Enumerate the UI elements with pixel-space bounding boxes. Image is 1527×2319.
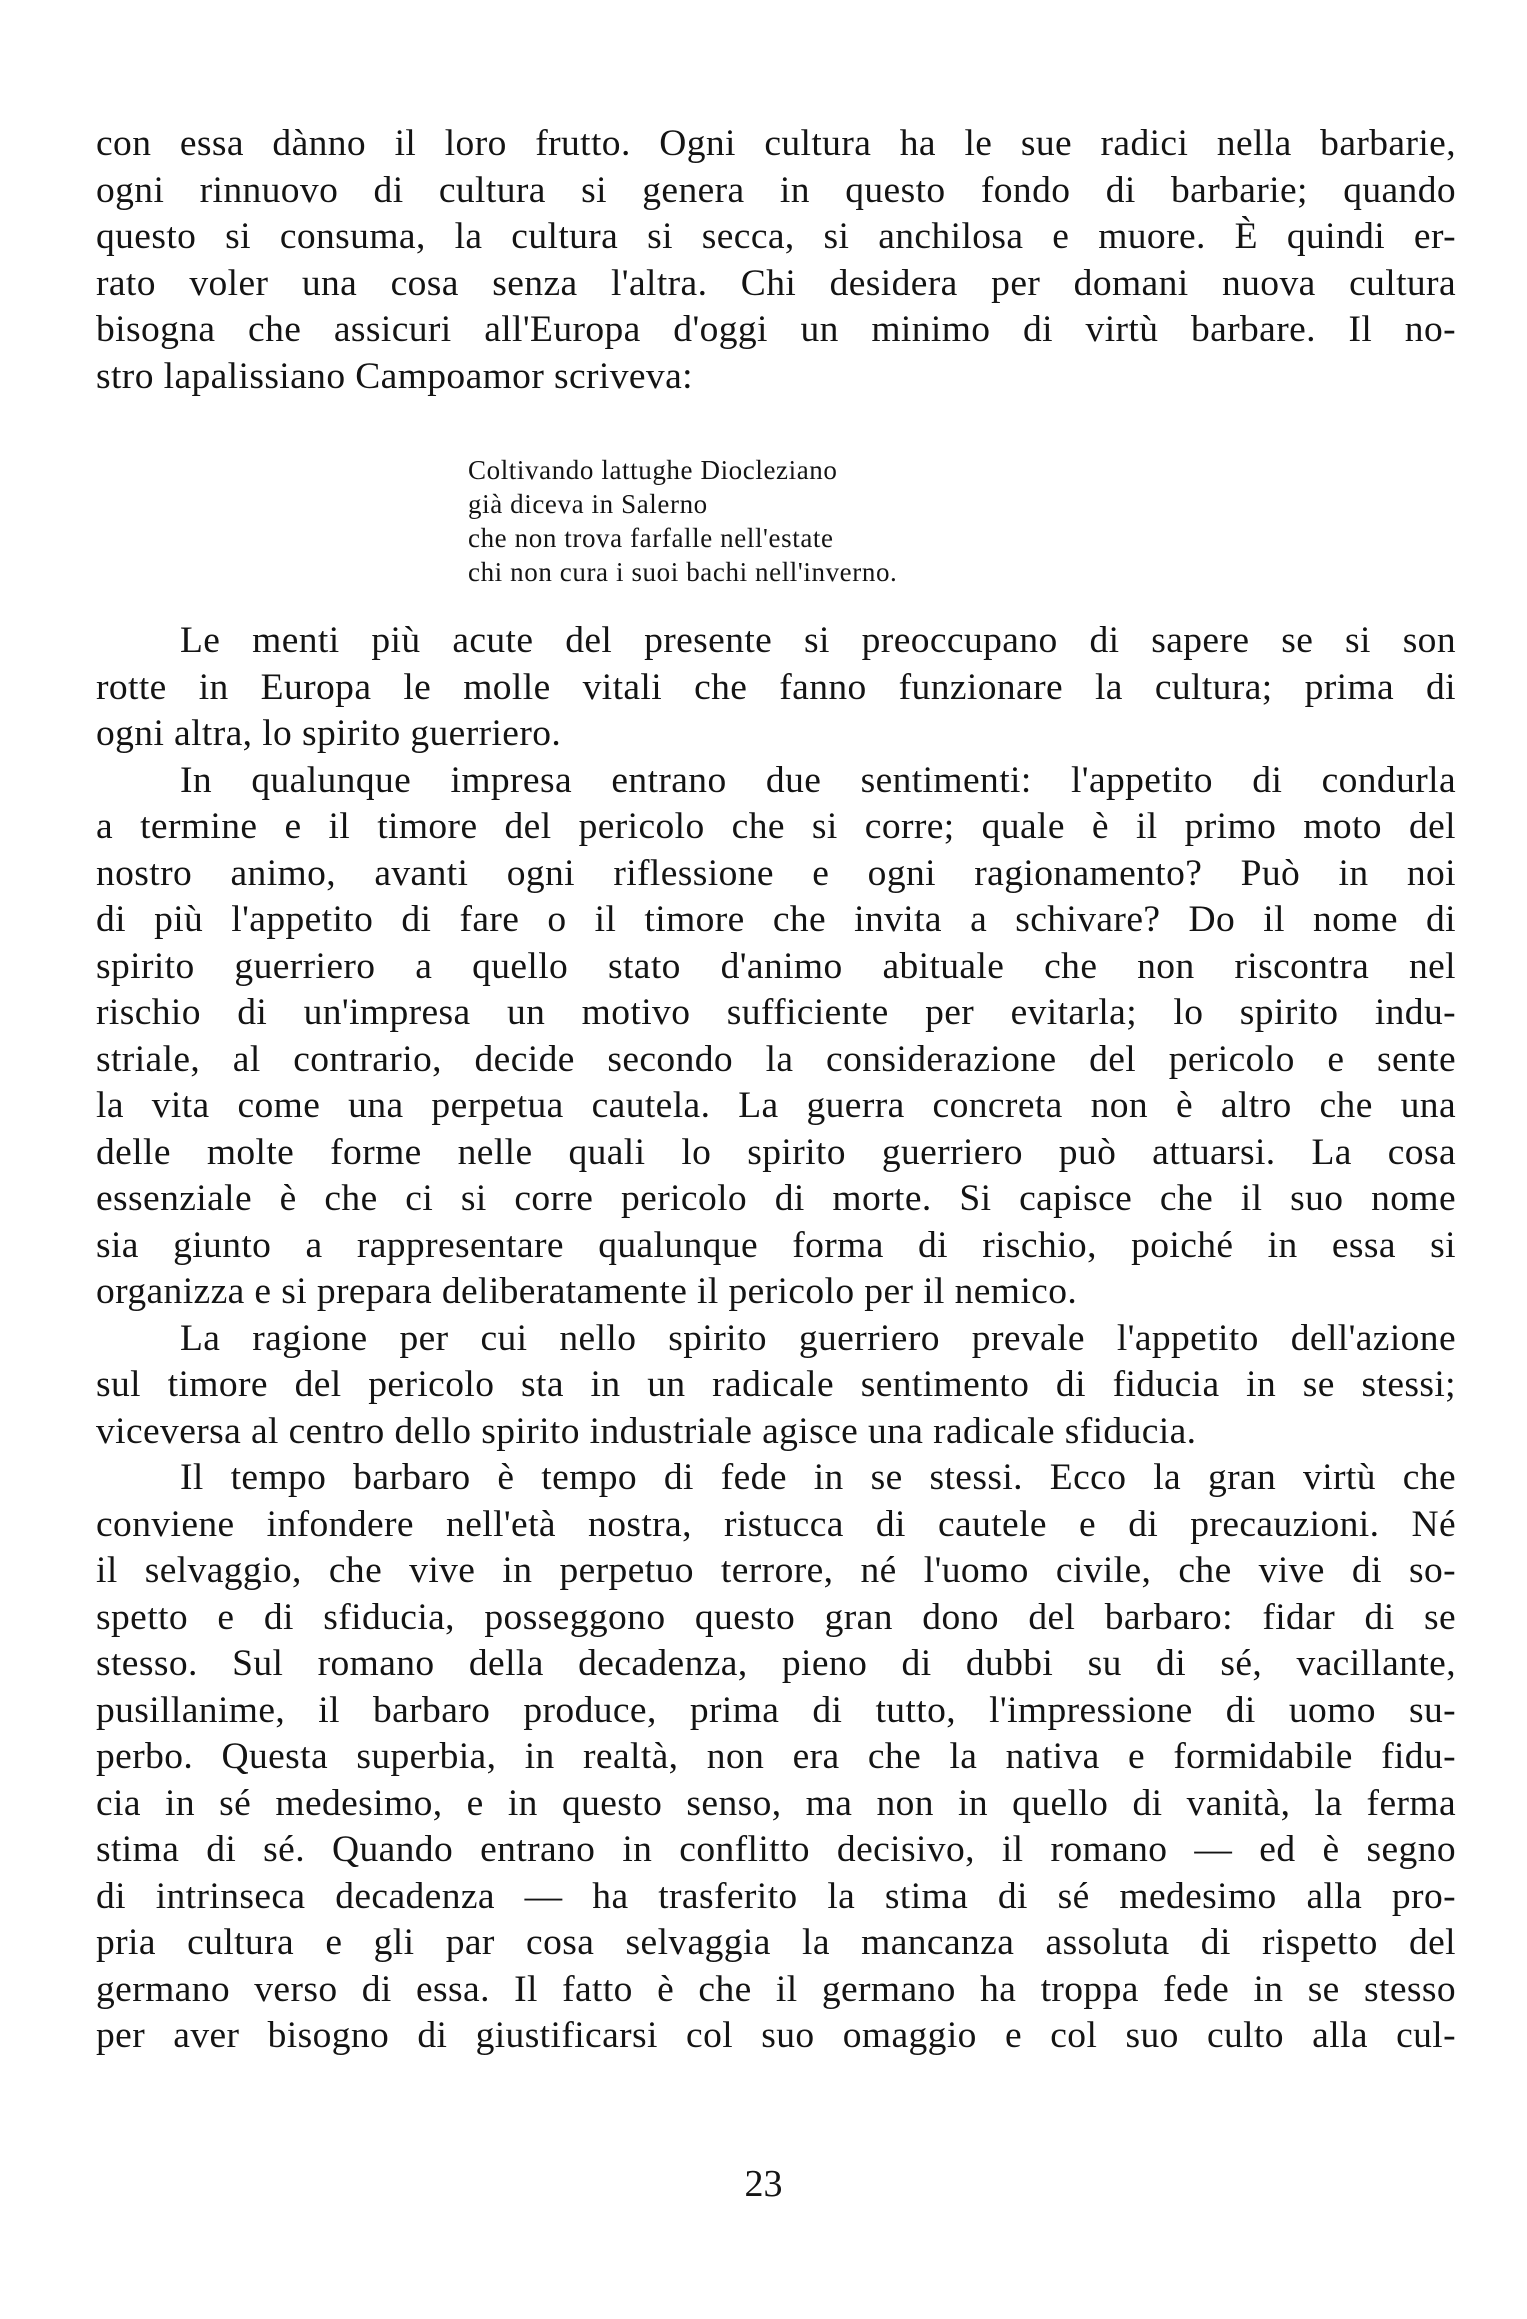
text-line: bisogna che assicuri all'Europa d'oggi un minimo di virtù barbare. Il no- <box>96 309 1456 350</box>
text-line: nostro animo, avanti ogni riflessione e ogni ragionamento? Può in noi <box>96 852 1456 894</box>
text-line: Il tempo barbaro è tempo di fede in se stessi. Ecco la gran virtù che <box>180 1457 1456 1498</box>
text-line: per aver bisogno di giustificarsi col suo omaggio e col suo culto alla cul- <box>96 2015 1456 2056</box>
text-line: La ragione per cui nello spirito guerriero prevale l'appetito dell'azione <box>180 1317 1456 1359</box>
text-line: il selvaggio, che vive in perpetuo terrore, né l'uomo civile, che vive di so- <box>96 1550 1456 1591</box>
text-line: rischio di un'impresa un motivo sufficiente per evitarla; lo spirito indu- <box>96 992 1456 1033</box>
verse-line: Coltivando lattughe Diocleziano <box>468 455 838 485</box>
text-line: germano verso di essa. Il fatto è che il germano ha troppa fede in se stesso <box>96 1968 1456 2010</box>
text-line: In qualunque impresa entrano due sentimenti: l'appetito di condurla <box>180 759 1456 801</box>
text-line: la vita come una perpetua cautela. La guerra concreta non è altro che una <box>96 1085 1456 1126</box>
text-line: a termine e il timore del pericolo che si corre; quale è il primo moto del <box>96 806 1456 847</box>
page-number: 23 <box>744 2163 783 2205</box>
text-line: rato voler una cosa senza l'altra. Chi desidera per domani nuova cultura <box>96 262 1456 304</box>
text-line: stesso. Sul romano della decadenza, pieno di dubbi su di sé, vacillante, <box>96 1643 1456 1684</box>
text-line: delle molte forme nelle quali lo spirito guerriero può attuarsi. La cosa <box>96 1131 1456 1173</box>
text-line: organizza e si prepara deliberatamente il pericolo per il nemico. <box>96 1271 1078 1312</box>
text-line: viceversa al centro dello spirito industriale agisce una radicale sfiducia. <box>96 1410 1197 1452</box>
text-line: con essa dànno il loro frutto. Ogni cultura ha le sue radici nella barbarie, <box>96 123 1456 164</box>
text-line: perbo. Questa superbia, in realtà, non era che la nativa e formidabile fidu- <box>96 1736 1456 1777</box>
opening-paragraph <box>96 121 1456 400</box>
text-line: di intrinseca decadenza — ha trasferito la stima di sé medesimo alla pro- <box>96 1875 1456 1917</box>
verse-line: chi non cura i suoi bachi nell'inverno. <box>468 557 898 587</box>
main-text <box>96 618 1456 2060</box>
verse-line: già diceva in Salerno <box>468 489 708 519</box>
text-line: cia in sé medesimo, e in questo senso, ma non in quello di vanità, la ferma <box>96 1782 1456 1824</box>
text-line: questo si consuma, la cultura si secca, si anchilosa e muore. È quindi er- <box>96 216 1456 257</box>
text-line: essenziale è che ci si corre pericolo di morte. Si capisce che il suo nome <box>96 1178 1456 1219</box>
text-line: pusillanime, il barbaro produce, prima di tutto, l'impressione di uomo su- <box>96 1689 1456 1731</box>
text-line: stro lapalissiano Campoamor scriveva: <box>96 355 693 397</box>
text-line: stima di sé. Quando entrano in conflitto decisivo, il romano — ed è segno <box>96 1829 1456 1870</box>
text-line: striale, al contrario, decide secondo la considerazione del pericolo e sente <box>96 1038 1456 1080</box>
text-line: ogni altra, lo spirito guerriero. <box>96 713 562 754</box>
text-line: conviene infondere nell'età nostra, ristucca di cautele e di precauzioni. Né <box>96 1503 1456 1545</box>
text-line: di più l'appetito di fare o il timore che invita a schivare? Do il nome di <box>96 899 1456 940</box>
text-line: Le menti più acute del presente si preoccupano di sapere se si son <box>180 620 1456 661</box>
verse-quotation <box>468 453 1168 589</box>
text-line: sul timore del pericolo sta in un radicale sentimento di fiducia in se stessi; <box>96 1364 1456 1405</box>
text-line: pria cultura e gli par cosa selvaggia la mancanza assoluta di rispetto del <box>96 1922 1456 1963</box>
text-line: ogni rinnuovo di cultura si genera in questo fondo di barbarie; quando <box>96 169 1456 211</box>
text-line: spirito guerriero a quello stato d'animo abituale che non riscontra nel <box>96 945 1456 987</box>
verse-line: che non trova farfalle nell'estate <box>468 523 834 553</box>
text-line: rotte in Europa le molle vitali che fanno funzionare la cultura; prima di <box>96 666 1456 708</box>
text-line: sia giunto a rappresentare qualunque forma di rischio, poiché in essa si <box>96 1224 1456 1266</box>
text-line: spetto e di sfiducia, posseggono questo gran dono del barbaro: fidar di se <box>96 1596 1456 1638</box>
